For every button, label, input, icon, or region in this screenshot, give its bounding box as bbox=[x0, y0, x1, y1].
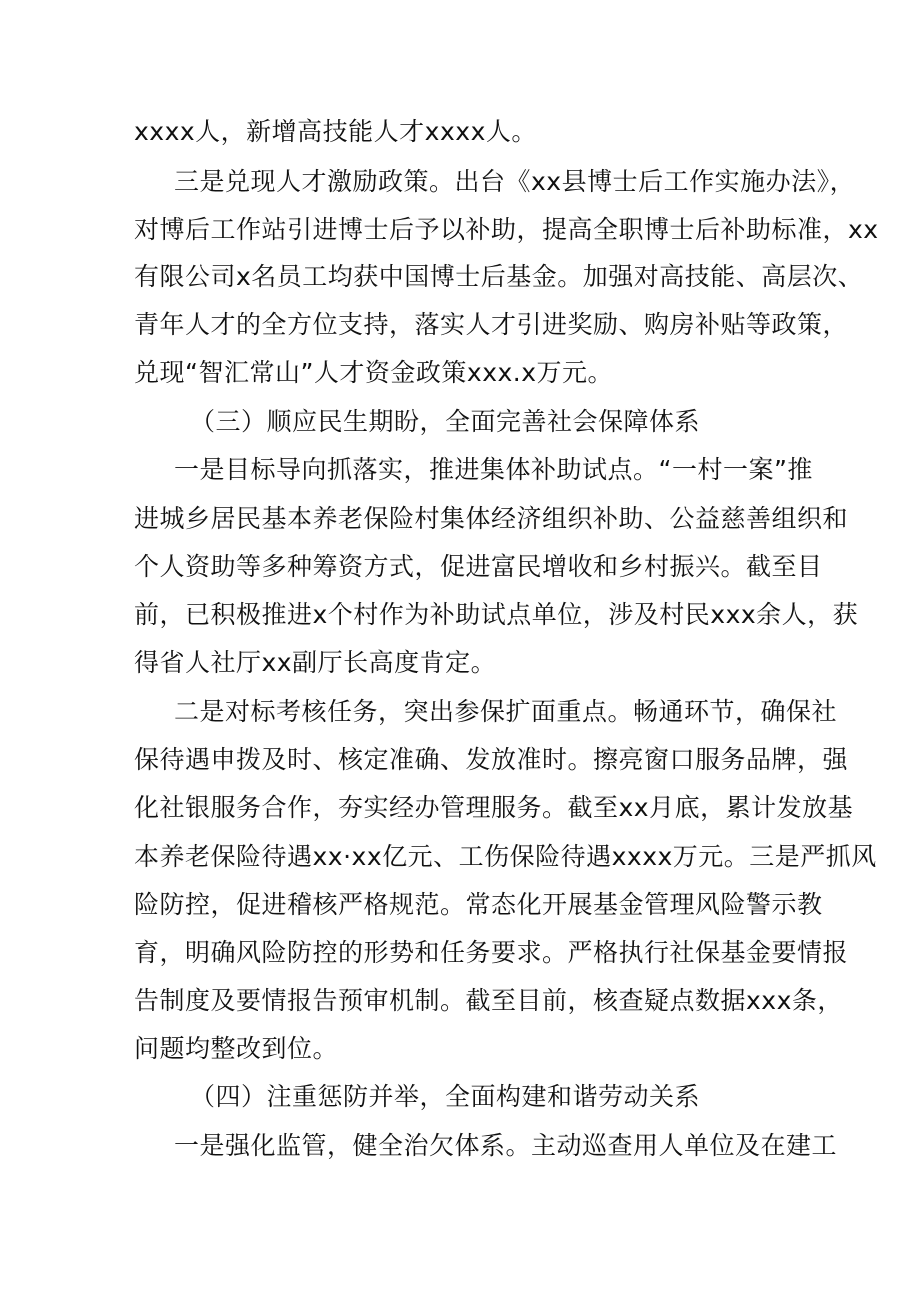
paragraph-start: 三是兑现人才激励政策。出台《xx县博士后工作实施办法》， bbox=[174, 167, 856, 196]
paragraph-start: 一是目标导向抓落实，推进集体补助试点。“一村一案”推 bbox=[174, 455, 813, 484]
body-text-line: 险防控，促进稽核严格规范。常态化开展基金管理风险警示教 bbox=[134, 890, 823, 919]
body-text-line: 前，已积极推进x个村作为补助试点单位，涉及村民xxx余人，获 bbox=[134, 600, 859, 629]
body-text-line: 问题均整改到位。 bbox=[134, 1034, 339, 1063]
body-text-line: 青年人才的全方位支持，落实人才引进奖励、购房补贴等政策， bbox=[134, 310, 849, 339]
body-text-line: xxxx人，新增高技能人才xxxx人。 bbox=[134, 117, 537, 146]
body-text-line: 进城乡居民基本养老保险村集体经济组织补助、公益慈善组织和 bbox=[134, 504, 849, 533]
paragraph-start: 一是强化监管，健全治欠体系。主动巡查用人单位及在建工 bbox=[174, 1131, 838, 1160]
paragraph-start: 二是对标考核任务，突出参保扩面重点。畅通环节，确保社 bbox=[174, 697, 838, 726]
section-heading: （四）注重惩防并举，全面构建和谐劳动关系 bbox=[190, 1082, 701, 1111]
body-text-line: 有限公司x名员工均获中国博士后基金。加强对高技能、高层次、 bbox=[134, 262, 864, 291]
body-text-line: 对博后工作站引进博士后予以补助，提高全职博士后补助标准，xx bbox=[134, 215, 879, 244]
section-heading: （三）顺应民生期盼，全面完善社会保障体系 bbox=[190, 407, 701, 436]
body-text-line: 个人资助等多种筹资方式，促进富民增收和乡村振兴。截至目 bbox=[134, 552, 823, 581]
body-text-line: 育，明确风险防控的形势和任务要求。严格执行社保基金要情报 bbox=[134, 938, 849, 967]
body-text-line: 本养老保险待遇xx·xx亿元、工伤保险待遇xxxx万元。三是严抓风 bbox=[134, 842, 877, 871]
body-text-line: 告制度及要情报告预审机制。截至目前，核查疑点数据xxx条， bbox=[134, 986, 843, 1015]
body-text-line: 保待遇申拨及时、核定准确、发放准时。擦亮窗口服务品牌，强 bbox=[134, 745, 849, 774]
body-text-line: 兑现“智汇常山”人才资金政策xxx.x万元。 bbox=[134, 358, 614, 387]
body-text-line: 化社银服务合作，夯实经办管理服务。截至xx月底，累计发放基 bbox=[134, 793, 854, 822]
body-text-line: 得省人社厅xx副厅长高度肯定。 bbox=[134, 648, 497, 677]
